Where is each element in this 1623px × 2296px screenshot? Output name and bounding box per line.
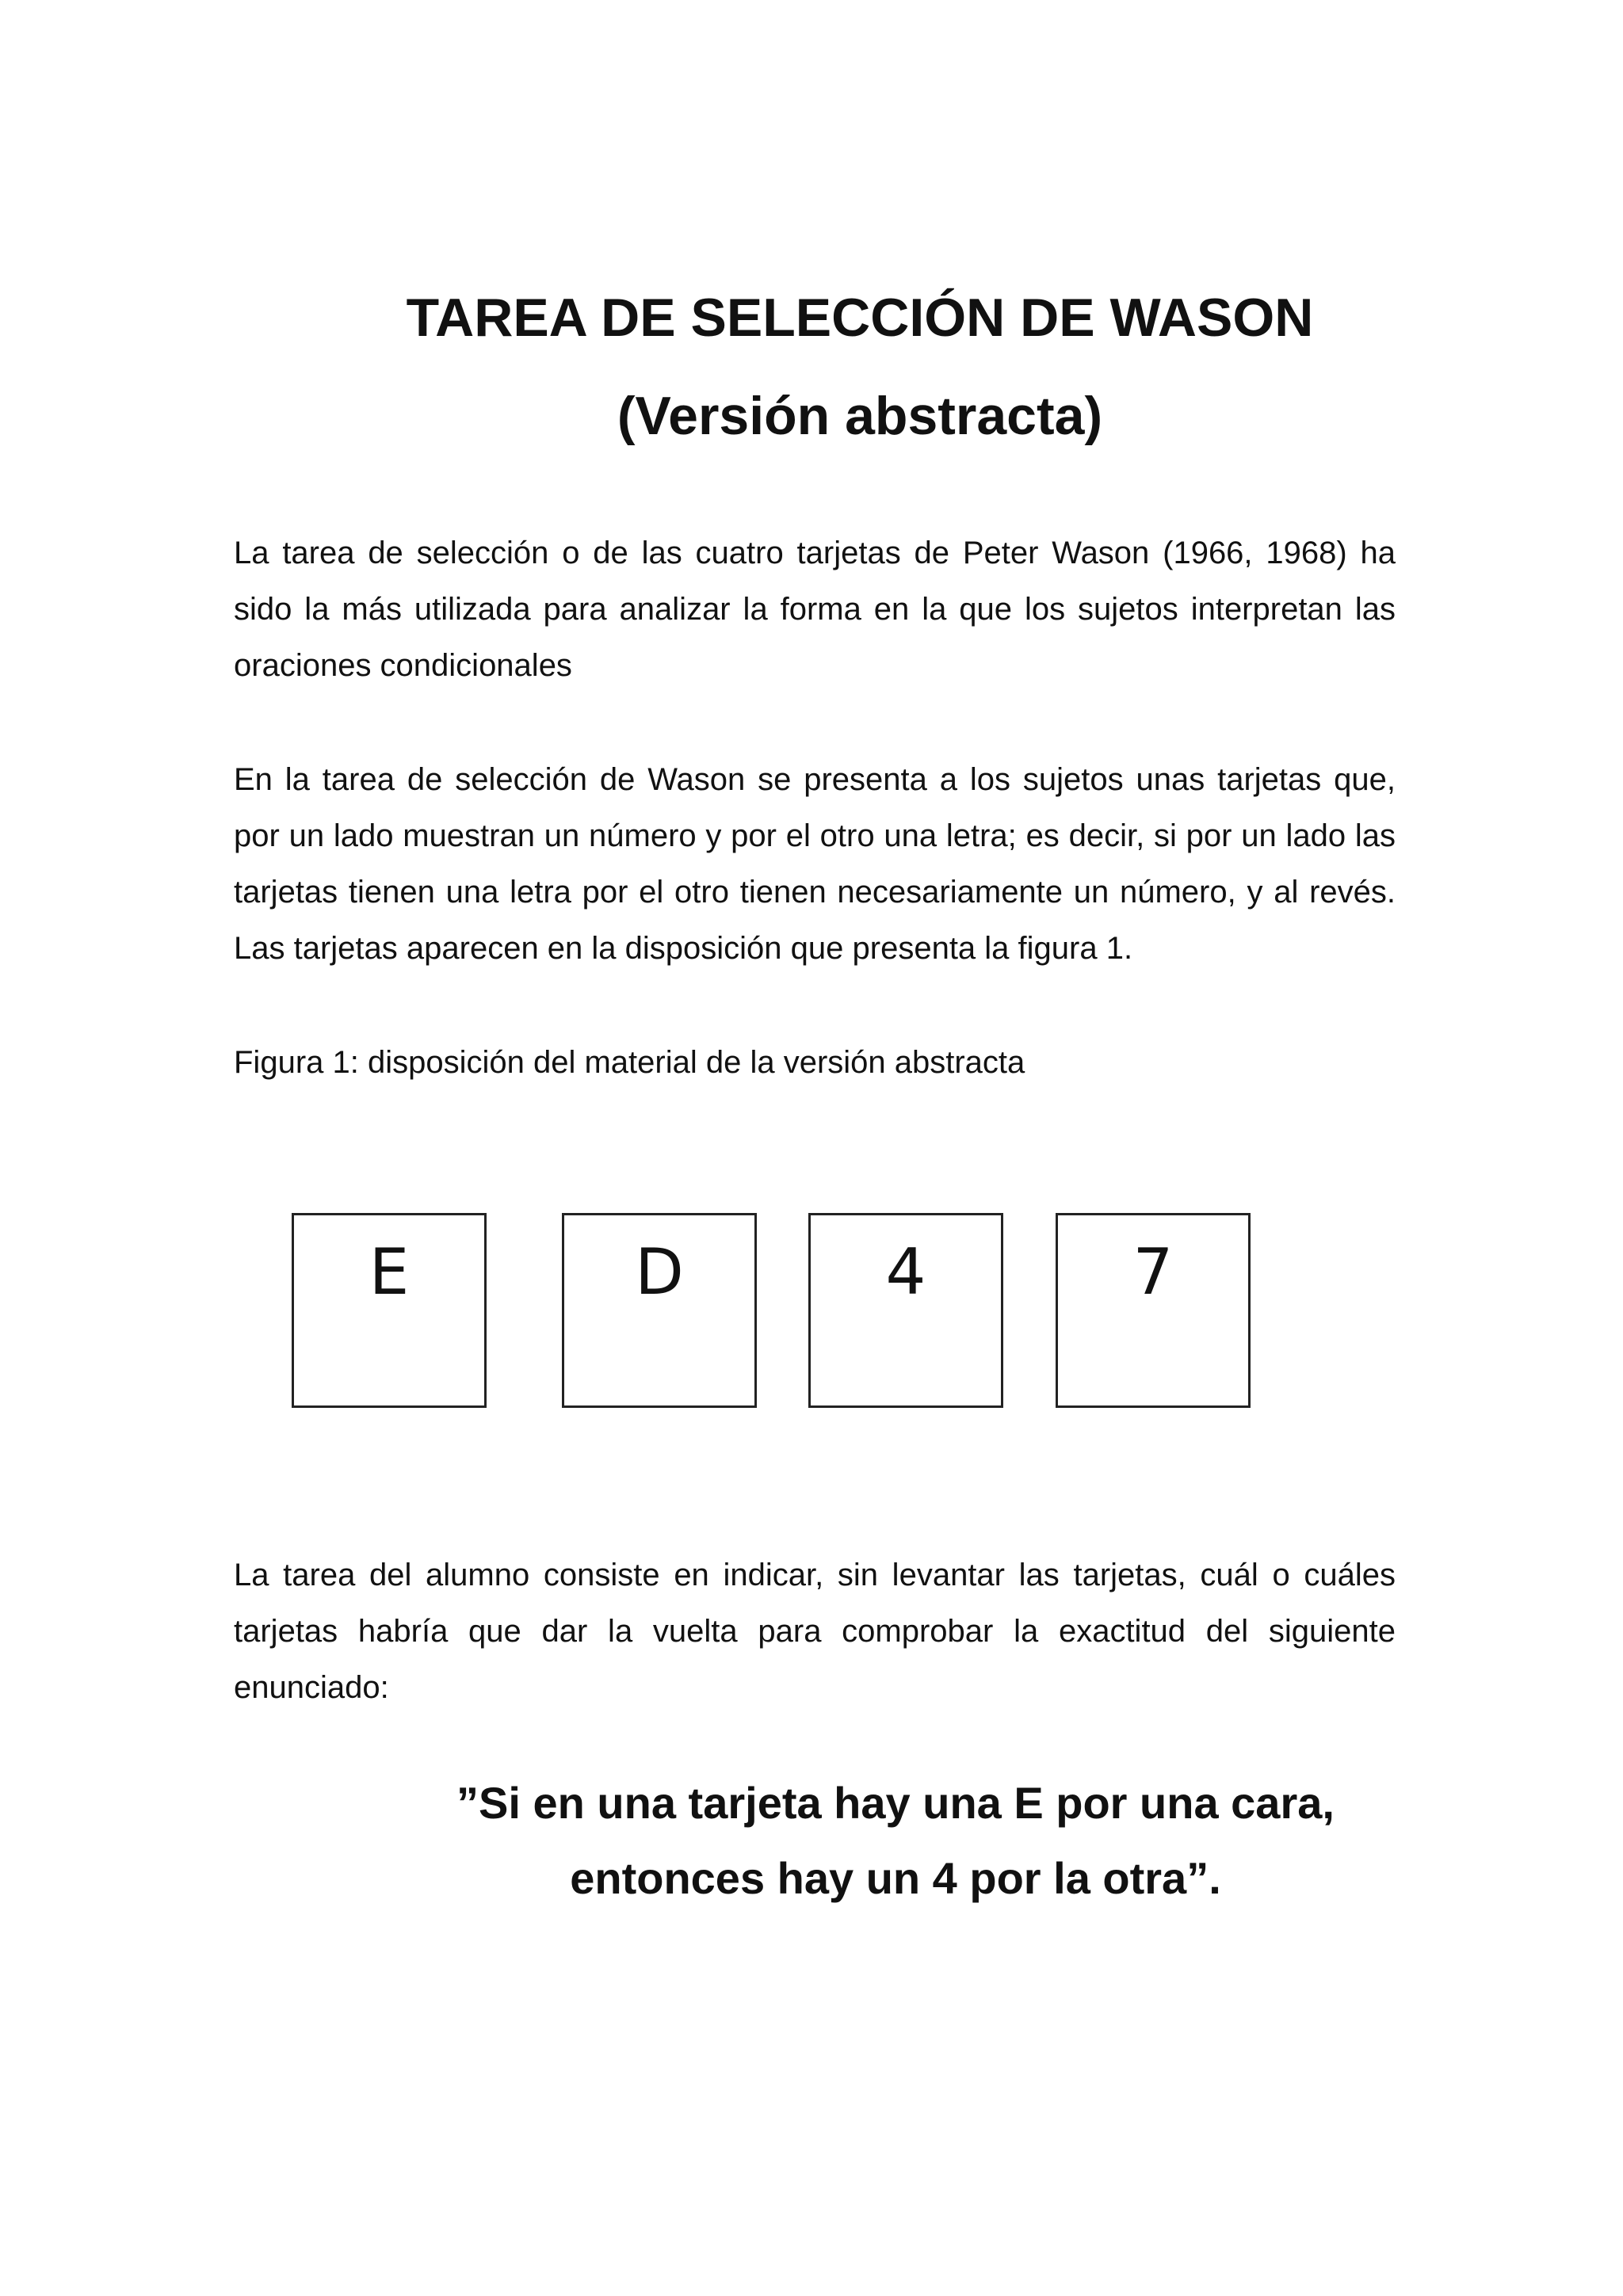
- description-paragraph: En la tarea de selección de Wason se presenta a los sujetos unas tarjetas que, por un lado muestran un número y por el otro una letra; es decir, si por un lado las tarjetas tienen una letra por el otro tienen necesariamente un número, y al revés. Las tarjetas aparecen en la disposición que presenta la figura 1.: [234, 762, 1396, 966]
- card-e: [292, 1213, 487, 1408]
- card-d-label: D: [635, 1235, 684, 1309]
- page-subtitle: (Versión abstracta): [617, 386, 1103, 446]
- card-e-label: E: [369, 1235, 410, 1309]
- card-d: [562, 1213, 757, 1408]
- page-title: TAREA DE SELECCIÓN DE WASON: [406, 288, 1314, 348]
- intro-paragraph: La tarea de selección o de las cuatro tarjetas de Peter Wason (1966, 1968) ha sido la más utilizada para analizar la forma en la que los sujetos interpretan las oraciones condicionales: [234, 536, 1396, 683]
- figure-caption: Figura 1: disposición del material de la versión abstracta: [234, 1045, 1025, 1080]
- card-4: [808, 1213, 1003, 1408]
- statement-line-2: entonces hay un 4 por la otra”.: [570, 1853, 1221, 1903]
- card-4-label: 4: [885, 1235, 926, 1309]
- card-7-label: 7: [1132, 1235, 1174, 1309]
- task-paragraph: La tarea del alumno consiste en indicar, sin levantar las tarjetas, cuál o cuáles tarjetas habría que dar la vuelta para comprobar la exactitud del siguiente enunciado:: [234, 1558, 1396, 1705]
- statement-line-1: ”Si en una tarjeta hay una E por una cara,: [456, 1778, 1335, 1828]
- card-figure: [0, 1213, 1623, 1413]
- card-7: [1056, 1213, 1251, 1408]
